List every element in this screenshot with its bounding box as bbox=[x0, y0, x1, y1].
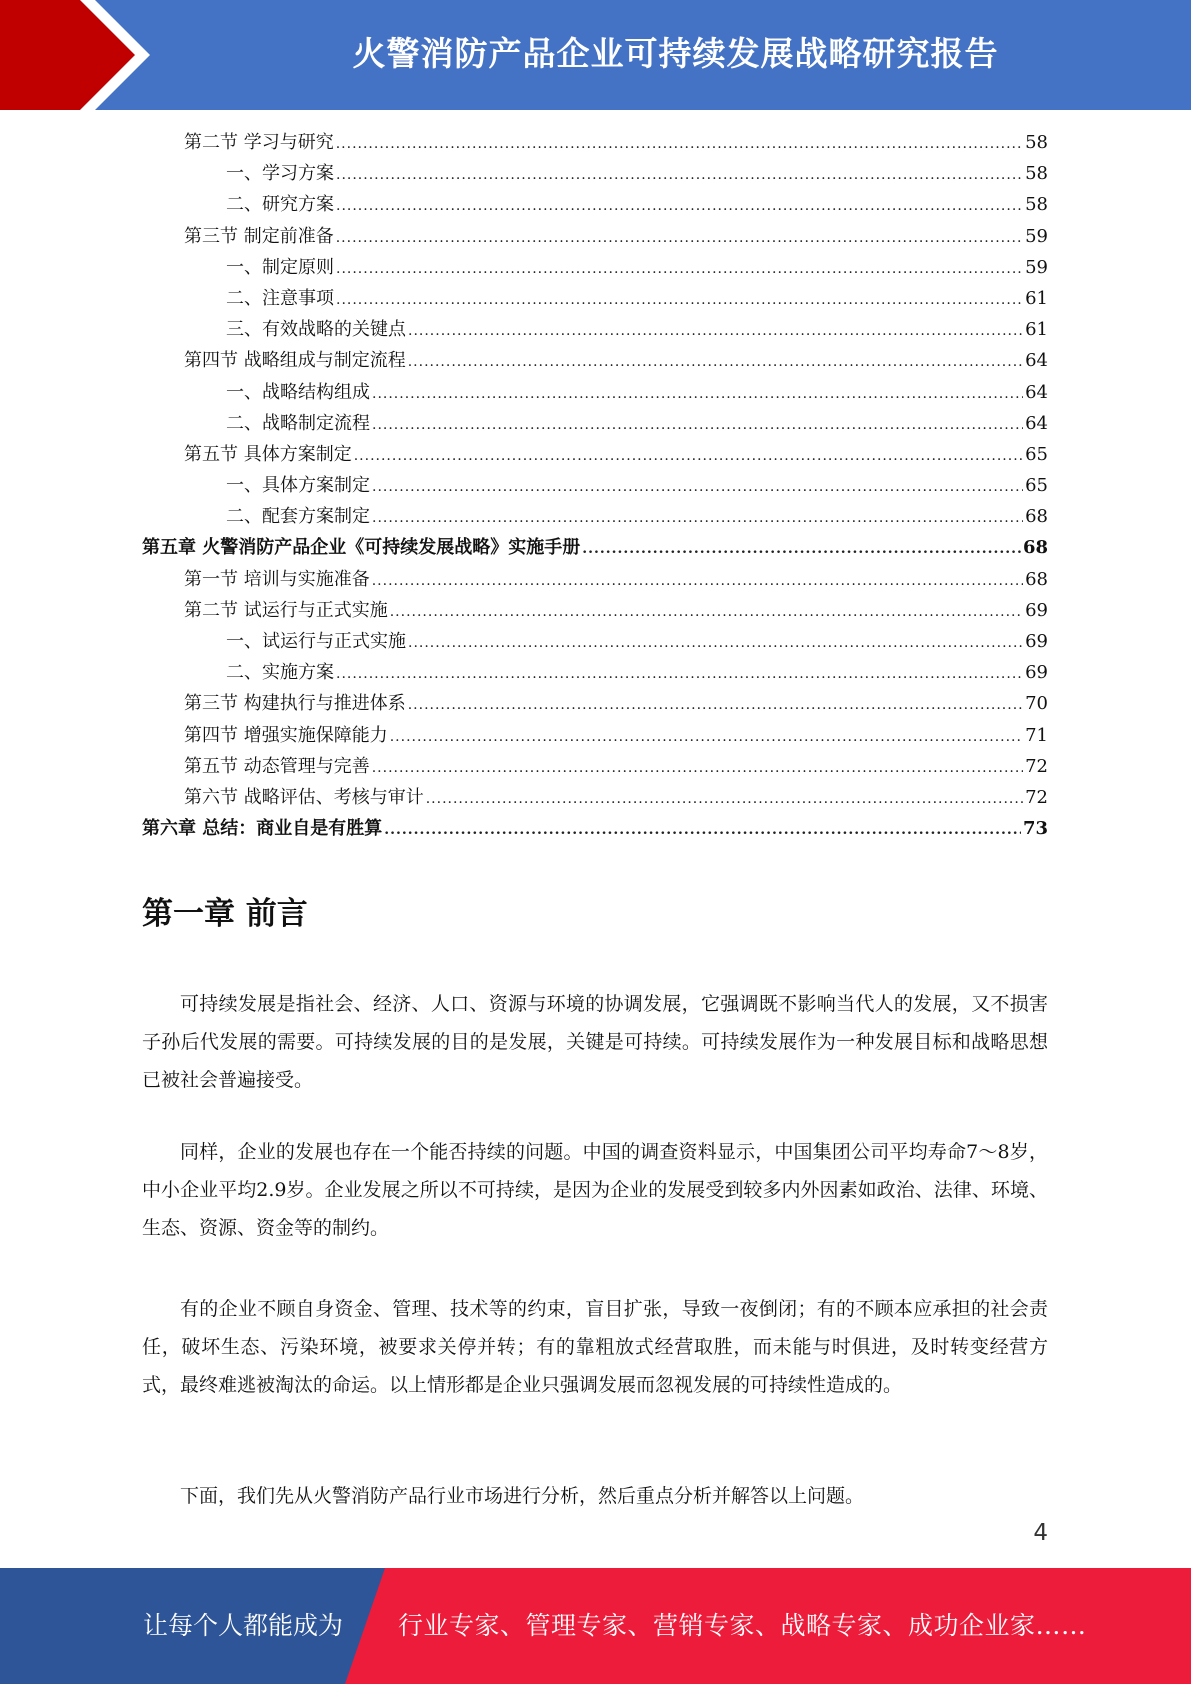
toc-entry[interactable] bbox=[142, 378, 1048, 409]
toc-leader-dots bbox=[372, 479, 1023, 495]
footer-slogan-right: 行业专家、管理专家、营销专家、战略专家、成功企业家…… bbox=[398, 1611, 1087, 1640]
toc-entry-page: 59 bbox=[1025, 225, 1048, 247]
toc-entry[interactable] bbox=[142, 721, 1048, 752]
toc-entry-label: 一、制定原则 bbox=[226, 256, 334, 278]
toc-entry[interactable] bbox=[142, 627, 1048, 658]
toc-entry-label: 第四节 增强实施保障能力 bbox=[184, 724, 388, 746]
toc-leader-dots bbox=[408, 323, 1023, 339]
toc-entry-label: 第六章 总结：商业自是有胜算 bbox=[142, 818, 383, 840]
toc-leader-dots bbox=[336, 292, 1023, 308]
paragraph-4: 下面，我们先从火警消防产品行业市场进行分析，然后重点分析并解答以上问题。 bbox=[180, 1485, 865, 1507]
footer-slogan-left: 让每个人都能成为 bbox=[143, 1611, 344, 1640]
toc-entry-page: 58 bbox=[1025, 132, 1048, 153]
toc-entry-page: 64 bbox=[1025, 412, 1048, 434]
page-header bbox=[0, 0, 1191, 110]
toc-entry-page: 68 bbox=[1025, 568, 1048, 590]
toc-entry-page: 72 bbox=[1025, 786, 1048, 808]
toc-entry-label: 二、战略制定流程 bbox=[226, 412, 370, 434]
toc-leader-dots bbox=[372, 573, 1023, 589]
toc-leader-dots bbox=[384, 822, 1021, 838]
toc-entry[interactable] bbox=[142, 658, 1048, 689]
toc-leader-dots bbox=[390, 604, 1023, 620]
toc-entry-page: 64 bbox=[1025, 350, 1048, 372]
toc-entry[interactable] bbox=[142, 222, 1048, 253]
toc-entry-page: 69 bbox=[1025, 631, 1048, 652]
toc-entry-page: 58 bbox=[1025, 163, 1048, 185]
toc-entry[interactable] bbox=[142, 346, 1048, 377]
toc-entry-label: 二、配套方案制定 bbox=[226, 506, 370, 528]
toc-entry-page: 69 bbox=[1025, 599, 1048, 621]
toc-entry-page: 64 bbox=[1025, 381, 1048, 403]
toc-entry[interactable] bbox=[142, 159, 1048, 190]
toc-entry-label: 第五章 火警消防产品企业《可持续发展战略》实施手册 bbox=[142, 537, 581, 559]
chapter-title: 第一章 前言 bbox=[142, 896, 308, 932]
toc-leader-dots bbox=[336, 198, 1023, 214]
toc-entry-page: 73 bbox=[1022, 818, 1048, 840]
toc-entry-label: 第五节 动态管理与完善 bbox=[184, 755, 370, 777]
paragraph-1: 可持续发展是指社会、经济、人口、资源与环境的协调发展，它强调既不影响当代人的发展，又不损害子孙后代发展的需要。可持续发展的目的是发展，关键是可持续。可持续发展作为一种发展目标和战略思想已被社会普遍接受。 bbox=[142, 993, 1048, 1091]
toc-entry[interactable] bbox=[142, 689, 1048, 720]
toc-leader-dots bbox=[408, 635, 1023, 651]
toc-leader-dots bbox=[336, 666, 1023, 682]
page-number: 4 bbox=[1033, 1520, 1048, 1546]
toc-entry[interactable] bbox=[142, 440, 1048, 471]
toc-entry[interactable] bbox=[142, 752, 1048, 783]
toc-entry-page: 65 bbox=[1025, 475, 1048, 497]
toc-entry[interactable] bbox=[142, 315, 1048, 346]
toc-entry-label: 第五节 具体方案制定 bbox=[184, 443, 352, 465]
toc-entry-page: 68 bbox=[1022, 537, 1048, 559]
toc-entry[interactable] bbox=[142, 471, 1048, 502]
toc-leader-dots bbox=[390, 729, 1023, 745]
toc-leader-dots bbox=[426, 791, 1023, 807]
toc-entry-page: 61 bbox=[1025, 287, 1048, 309]
toc-entry-label: 第二节 试运行与正式实施 bbox=[184, 599, 388, 621]
toc-leader-dots bbox=[372, 386, 1023, 402]
toc-leader-dots bbox=[336, 261, 1023, 277]
toc-entry-page: 61 bbox=[1025, 319, 1048, 341]
toc-entry-label: 第四节 战略组成与制定流程 bbox=[184, 350, 406, 372]
toc-entry-label: 三、有效战略的关键点 bbox=[226, 319, 406, 341]
toc-entry[interactable] bbox=[142, 409, 1048, 440]
toc-entry-label: 一、试运行与正式实施 bbox=[226, 631, 406, 652]
toc-entry-label: 一、战略结构组成 bbox=[226, 381, 370, 403]
toc-entry[interactable] bbox=[142, 783, 1048, 814]
toc-entry-page: 71 bbox=[1025, 724, 1048, 746]
toc-entry[interactable] bbox=[142, 284, 1048, 315]
toc-entry[interactable] bbox=[142, 502, 1048, 533]
toc-entry-label: 第一节 培训与实施准备 bbox=[184, 568, 370, 590]
toc-leader-dots bbox=[582, 541, 1021, 557]
toc-entry-page: 59 bbox=[1025, 256, 1048, 278]
table-of-contents bbox=[142, 128, 1048, 845]
toc-entry-page: 72 bbox=[1025, 755, 1048, 777]
toc-leader-dots bbox=[354, 448, 1023, 464]
toc-entry-page: 70 bbox=[1025, 693, 1048, 715]
toc-leader-dots bbox=[336, 167, 1023, 183]
toc-leader-dots bbox=[408, 697, 1023, 713]
page-footer bbox=[0, 1568, 1191, 1684]
toc-entry-label: 一、学习方案 bbox=[226, 163, 334, 185]
toc-entry-label: 第六节 战略评估、考核与审计 bbox=[184, 786, 424, 808]
toc-leader-dots bbox=[408, 354, 1023, 370]
toc-entry[interactable] bbox=[142, 814, 1048, 845]
toc-entry-label: 第三节 制定前准备 bbox=[184, 225, 334, 247]
paragraph-3: 有的企业不顾自身资金、管理、技术等的约束，盲目扩张，导致一夜倒闭；有的不顾本应承担的社会责任，破坏生态、污染环境，被要求关停并转；有的靠粗放式经营取胜，而未能与时俱进，及时转变经营方式，最终难逃被淘汰的命运。以上情形都是企业只强调发展而忽视发展的可持续性造成的。 bbox=[142, 1298, 1048, 1396]
toc-entry-label: 第二节 学习与研究 bbox=[184, 132, 334, 153]
toc-leader-dots bbox=[372, 760, 1023, 776]
toc-leader-dots bbox=[336, 230, 1023, 246]
toc-entry-page: 68 bbox=[1025, 506, 1048, 528]
paragraph-2: 同样，企业的发展也存在一个能否持续的问题。中国的调查资料显示，中国集团公司平均寿命7～8岁，中小企业平均2.9岁。企业发展之所以不可持续，是因为企业的发展受到较多内外因素如政治、法律、环境、生态、资源、资金等的制约。 bbox=[142, 1141, 1048, 1239]
toc-entry[interactable] bbox=[142, 253, 1048, 284]
toc-entry-page: 69 bbox=[1025, 662, 1048, 684]
toc-entry-label: 二、实施方案 bbox=[226, 662, 334, 684]
toc-leader-dots bbox=[372, 417, 1023, 433]
report-title: 火警消防产品企业可持续发展战略研究报告 bbox=[352, 34, 999, 73]
toc-entry[interactable] bbox=[142, 533, 1048, 564]
toc-leader-dots bbox=[372, 510, 1023, 526]
toc-leader-dots bbox=[336, 136, 1023, 152]
toc-entry-label: 二、研究方案 bbox=[226, 194, 334, 216]
toc-entry[interactable] bbox=[142, 565, 1048, 596]
toc-entry[interactable] bbox=[142, 190, 1048, 221]
toc-entry-page: 58 bbox=[1025, 194, 1048, 216]
toc-entry-page: 65 bbox=[1025, 443, 1048, 465]
toc-entry-label: 一、具体方案制定 bbox=[226, 475, 370, 497]
toc-entry[interactable] bbox=[142, 128, 1048, 159]
toc-entry[interactable] bbox=[142, 596, 1048, 627]
toc-entry-label: 第三节 构建执行与推进体系 bbox=[184, 693, 406, 715]
toc-entry-label: 二、注意事项 bbox=[226, 287, 334, 309]
